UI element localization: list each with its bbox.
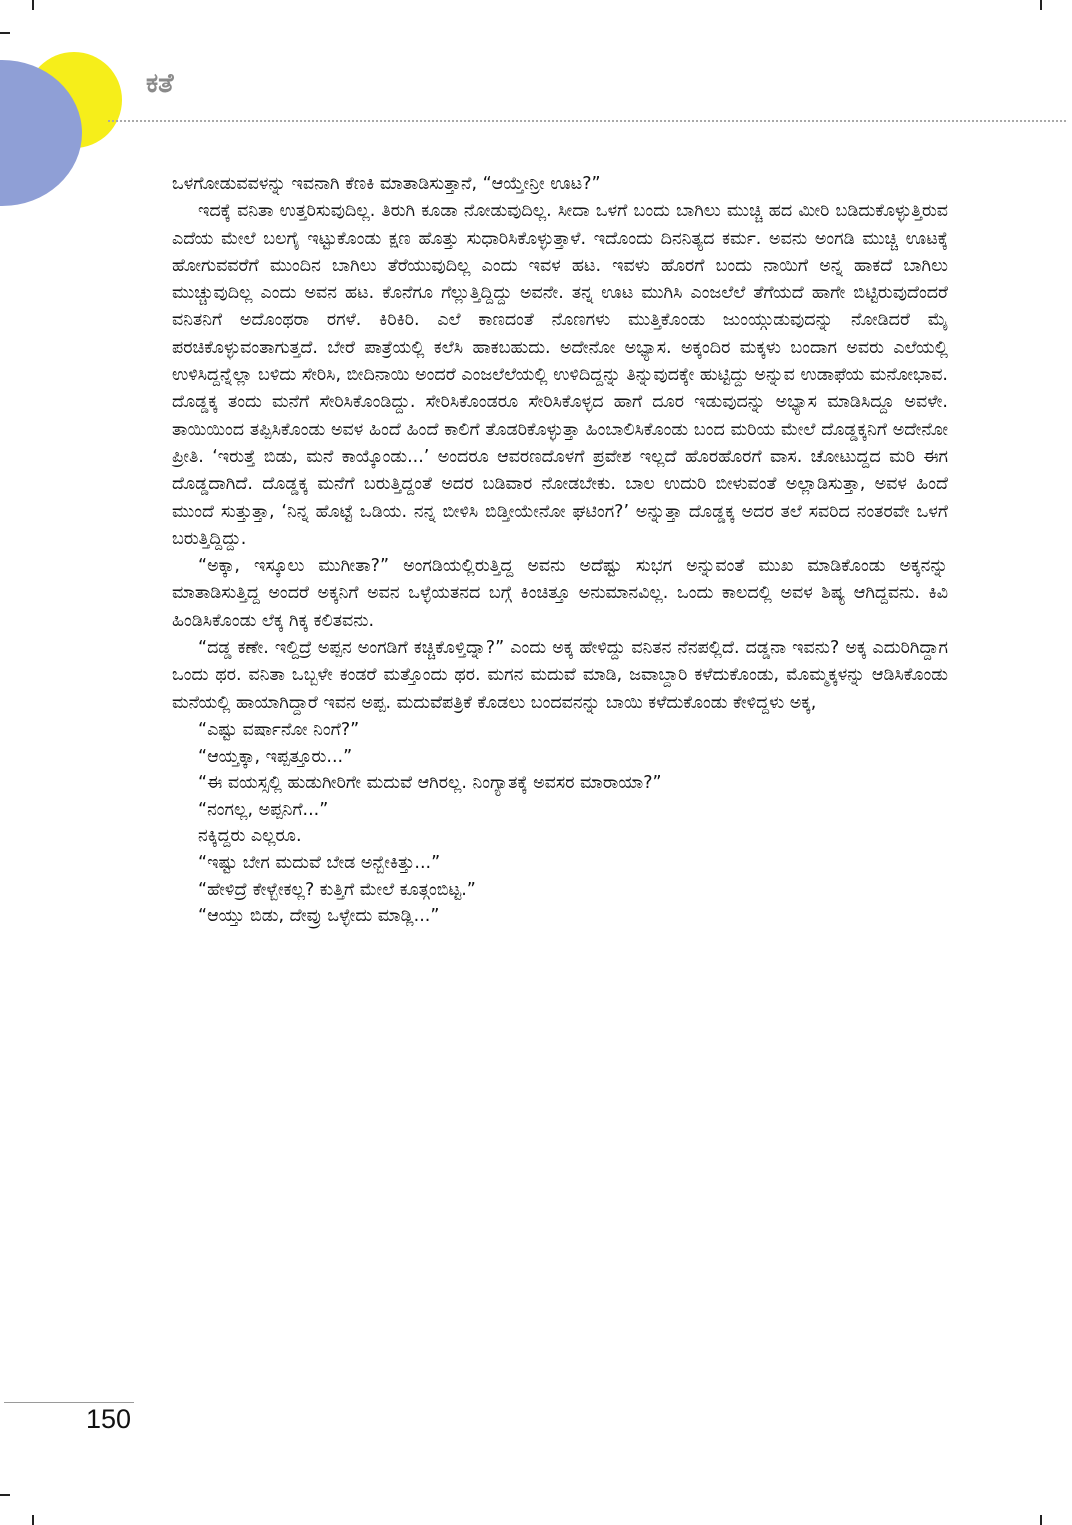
paragraph: “ಅಕ್ಕಾ, ಇಸ್ಕೂಲು ಮುಗೀತಾ?” ಅಂಗಡಿಯಲ್ಲಿರುತ್ತಿದ್ದ ಅವನು ಅದೆಷ್ಟು ಸುಭಗ ಅನ್ನುವಂತೆ ಮುಖ ಮಾಡಿಕೊಂಡು ಅಕ್ಕನನ್ನು ಮಾತಾಡಿಸುತ್ತಿದ್ದ ಅಂದರೆ ಅಕ್ಕನಿಗೆ ಅವನ ಒಳ್ಳೆಯತನದ ಬಗ್ಗೆ ಕಿಂಚಿತ್ತೂ ಅನುಮಾನವಿಲ್ಲ. ಒಂದು ಕಾಲದಲ್ಲಿ ಅವಳ ಶಿಷ್ಯ ಆಗಿದ್ದವನು. ಕಿವಿ ಹಿಂಡಿಸಿಕೊಂಡು ಲೆಕ್ಕ ಗಿಕ್ಕ ಕಲಿತವನು. — [172, 556, 948, 631]
paragraph: ಇದಕ್ಕೆ ವನಿತಾ ಉತ್ತರಿಸುವುದಿಲ್ಲ. ತಿರುಗಿ ಕೂಡಾ ನೋಡುವುದಿಲ್ಲ. ಸೀದಾ ಒಳಗೆ ಬಂದು ಬಾಗಿಲು ಮುಚ್ಚಿ ಹದ ಮೀರಿ ಬಡಿದುಕೊಳ್ಳುತ್ತಿರುವ ಎದೆಯ ಮೇಲೆ ಬಲಗೈ ಇಟ್ಟುಕೊಂಡು ಕ್ಷಣ ಹೊತ್ತು ಸುಧಾರಿಸಿಕೊಳ್ಳುತ್ತಾಳೆ. ಇದೊಂದು ದಿನನಿತ್ಯದ ಕರ್ಮ. ಅವನು ಅಂಗಡಿ ಮುಚ್ಚಿ ಊಟಕ್ಕೆ ಹೋಗುವವರೆಗೆ ಮುಂದಿನ ಬಾಗಿಲು ತೆರೆಯುವುದಿಲ್ಲ ಎಂದು ಇವಳ ಹಟ. ಇವಳು ಹೊರಗೆ ಬಂದು ನಾಯಿಗೆ ಅನ್ನ ಹಾಕದೆ ಬಾಗಿಲು ಮುಚ್ಚುವುದಿಲ್ಲ ಎಂದು ಅವನ ಹಟ. ಕೊನೆಗೂ ಗೆಲ್ಲುತ್ತಿದ್ದಿದ್ದು ಅವನೇ. ತನ್ನ ಊಟ ಮುಗಿಸಿ ಎಂಜಲೆಲೆ ತೆಗೆಯದೆ ಹಾಗೇ ಬಿಟ್ಟಿರುವುದೆಂದರೆ ವನಿತನಿಗೆ ಅದೊಂಥರಾ ರಗಳೆ. ಕಿರಿಕಿರಿ. ಎಲೆ ಕಾಣದಂತೆ ನೊಣಗಳು ಮುತ್ತಿಕೊಂಡು ಜುಂಯ್ಗುಡುವುದನ್ನು ನೋಡಿದರೆ ಮೈ ಪರಚಿಕೊಳ್ಳುವಂತಾಗುತ್ತದೆ. ಬೇರೆ ಪಾತ್ರೆಯಲ್ಲಿ ಕಲೆಸಿ ಹಾಕಬಹುದು. ಅದೇನೋ ಅಭ್ಯಾಸ. ಅಕ್ಕಂದಿರ ಮಕ್ಕಳು ಬಂದಾಗ ಅವರು ಎಲೆಯಲ್ಲಿ ಉಳಿಸಿದ್ದನ್ನೆಲ್ಲಾ ಬಳಿದು ಸೇರಿಸಿ, ಬೀದಿನಾಯಿ ಅಂದರೆ ಎಂಜಲೆಲೆಯಲ್ಲಿ ಉಳಿದಿದ್ದನ್ನು ತಿನ್ನುವುದಕ್ಕೇ ಹುಟ್ಟಿದ್ದು ಅನ್ನುವ ಉಡಾಫೆಯ ಮನೋಭಾವ. ದೊಡ್ಡಕ್ಕ ತಂದು ಮನೆಗೆ ಸೇರಿಸಿಕೊಂಡಿದ್ದು. ಸೇರಿಸಿಕೊಂಡರೂ ಸೇರಿಸಿಕೊಳ್ಳದ ಹಾಗೆ ದೂರ ಇಡುವುದನ್ನು ಅಭ್ಯಾಸ ಮಾಡಿಸಿದ್ದೂ ಅವಳೇ. ತಾಯಿಯಿಂದ ತಪ್ಪಿಸಿಕೊಂಡು ಅವಳ ಹಿಂದೆ ಹಿಂದೆ ಕಾಲಿಗೆ ತೊಡರಿಕೊಳ್ಳುತ್ತಾ ಹಿಂಬಾಲಿಸಿಕೊಂಡು ಬಂದ ಮರಿಯ ಮೇಲೆ ದೊಡ್ಡಕ್ಕನಿಗೆ ಅದೇನೋ ಪ್ರೀತಿ. ‘ಇರುತ್ತೆ ಬಿಡು, ಮನೆ ಕಾಯ್ಕೊಂಡು...’ ಅಂದರೂ ಆವರಣದೊಳಗೆ ಪ್ರವೇಶ ಇಲ್ಲದೆ ಹೊರಹೊರಗೆ ವಾಸ. ಚೋಟುದ್ದದ ಮರಿ ಈಗ ದೊಡ್ಡದಾಗಿದೆ. ದೊಡ್ಡಕ್ಕ ಮನೆಗೆ ಬರುತ್ತಿದ್ದಂತೆ ಅದರ ಬಡಿವಾರ ನೋಡಬೇಕು. ಬಾಲ ಉದುರಿ ಬೀಳುವಂತೆ ಅಲ್ಲಾಡಿಸುತ್ತಾ, ಅವಳ ಹಿಂದೆ ಮುಂದೆ ಸುತ್ತುತ್ತಾ, ‘ನಿನ್ನ ಹೊಟ್ಟೆ ಒಡಿಯ. ನನ್ನ ಬೀಳಿಸಿ ಬಿಡ್ತೀಯೇನೋ ಘಟಿಂಗ?’ ಅನ್ನುತ್ತಾ ದೊಡ್ಡಕ್ಕ ಅದರ ತಲೆ ಸವರಿದ ನಂತರವೇ ಒಳಗೆ ಬರುತ್ತಿದ್ದಿದ್ದು. — [172, 201, 948, 549]
crop-mark-bottom-left — [32, 1515, 34, 1525]
crop-mark-top-right — [1040, 0, 1042, 10]
section-label: ಕತೆ — [146, 68, 174, 99]
dialogue-line: “ನಂಗಲ್ಲ, ಅಪ್ಪನಿಗೆ...” — [198, 799, 329, 820]
dialogue-line: “ಆಯ್ತಕ್ಕಾ, ಇಪ್ಪತ್ತೂರು...” — [198, 746, 353, 767]
paragraph: “ದಡ್ಡ ಕಣೇ. ಇಲ್ದಿದ್ರೆ ಅಪ್ಪನ ಅಂಗಡಿಗೆ ಕಚ್ಚಿಕೊಳ್ತಿದ್ನಾ?” ಎಂದು ಅಕ್ಕ ಹೇಳಿದ್ದು ವನಿತನ ನೆನಪಲ್ಲಿದೆ. ದಡ್ಡನಾ ಇವನು? ಅಕ್ಕ ಎದುರಿಗಿದ್ದಾಗ ಒಂದು ಥರ. ವನಿತಾ ಒಬ್ಬಳೇ ಕಂಡರೆ ಮತ್ತೊಂದು ಥರ. ಮಗನ ಮದುವೆ ಮಾಡಿ, ಜವಾಬ್ದಾರಿ ಕಳೆದುಕೊಂಡು, ಮೊಮ್ಮಕ್ಕಳನ್ನು ಆಡಿಸಿಕೊಂಡು ಮನೆಯಲ್ಲಿ ಹಾಯಾಗಿದ್ದಾರೆ ಇವನ ಅಪ್ಪ. ಮದುವೆಪತ್ರಿಕೆ ಕೊಡಲು ಬಂದವನನ್ನು ಬಾಯಿ ಕಳೆದುಕೊಂಡು ಕೇಳಿದ್ದಳು ಅಕ್ಕ, — [172, 638, 948, 713]
dialogue-line: “ಆಯ್ತು ಬಿಡು, ದೇವ್ರು ಒಳ್ಳೇದು ಮಾಡ್ಲಿ...” — [198, 906, 440, 927]
dialogue-line: “ಹೇಳಿದ್ರೆ ಕೇಳ್ಬೇಕಲ್ಲ? ಕುತ್ತಿಗೆ ಮೇಲೆ ಕೂತ್ಗಂಬಿಟ್ಟ.” — [198, 879, 476, 900]
crop-mark-top-left — [32, 0, 34, 10]
page-number: 150 — [86, 1404, 132, 1434]
crop-mark-bottom-right — [1040, 1515, 1042, 1525]
paragraph-opening: ಒಳಗೋಡುವವಳನ್ನು ಇವನಾಗಿ ಕೆಣಕಿ ಮಾತಾಡಿಸುತ್ತಾನೆ, “ಆಯ್ತೇನ್ರೀ ಊಟ?” — [172, 174, 601, 194]
story-body — [172, 171, 948, 930]
dialogue-line: “ಎಷ್ಟು ವರ್ಷಾನೋ ನಿಂಗೆ?” — [198, 719, 360, 740]
dialogue-line: “ಇಷ್ಟು ಬೇಗ ಮದುವೆ ಬೇಡ ಅನ್ಬೇಕಿತ್ತು...” — [198, 852, 441, 873]
crop-mark-left-upper — [0, 32, 10, 34]
header-dotted-divider — [108, 120, 1066, 122]
crop-mark-left-lower — [0, 1494, 10, 1496]
page-number-rule — [4, 1402, 134, 1403]
dialogue-line: ನಕ್ಕಿದ್ದರು ಎಲ್ಲರೂ. — [198, 826, 302, 847]
dialogue-line: “ಈ ವಯಸ್ಸಲ್ಲಿ ಹುಡುಗೀರಿಗೇ ಮದುವೆ ಆಗಿರಲ್ಲ. ನಿಂಗ್ಯಾತಕ್ಕೆ ಅವಸರ ಮಾರಾಯಾ?” — [198, 773, 662, 794]
